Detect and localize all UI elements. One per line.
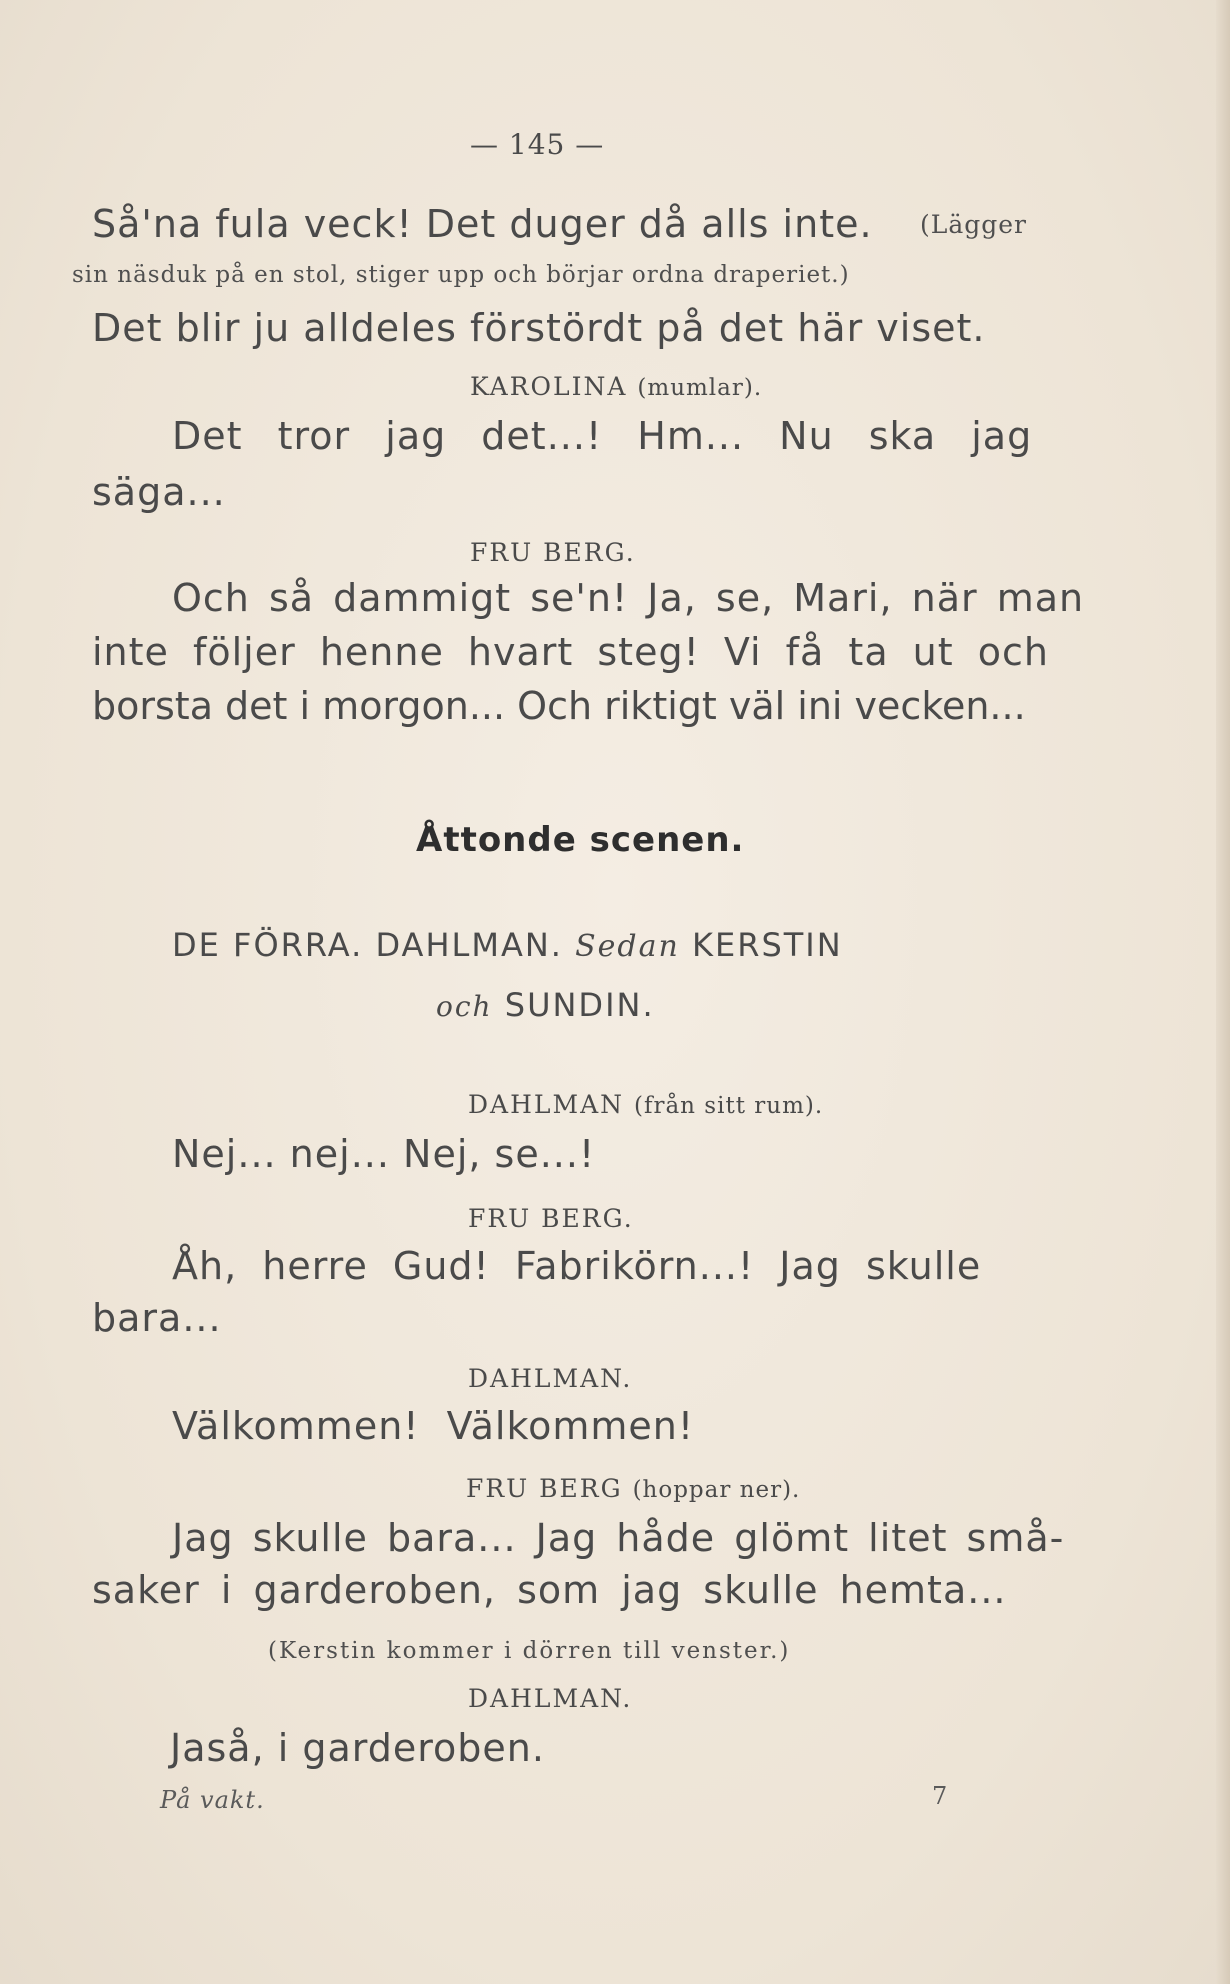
stage-direction-kerstin: (Kerstin kommer i dörren till venster.) — [268, 1638, 791, 1664]
page-edge — [1216, 0, 1230, 1984]
text-line-1-main: Så'na fula veck! Det duger då alls inte. — [92, 202, 873, 246]
page-number: — 145 — — [470, 128, 605, 161]
speaker-fru-berg-3 — [466, 1474, 800, 1503]
speaker-dahlman-2: DAHLMAN. — [468, 1364, 633, 1393]
speaker-name: FRU BERG — [466, 1474, 623, 1503]
cast-och: och — [436, 990, 493, 1023]
cast-names: DE FÖRRA. DAHLMAN. — [172, 926, 563, 964]
text-line-6: Och så dammigt se'n! Ja, se, Mari, när man — [172, 576, 1085, 620]
speaker-fru-berg-2: FRU BERG. — [468, 1204, 634, 1233]
cast-line-1 — [172, 926, 843, 964]
text-line-5: säga... — [92, 470, 226, 514]
speaker-direction: (hoppar ner). — [632, 1477, 801, 1503]
text-line-13: Jag skulle bara... Jag håde glömt litet små- — [172, 1516, 1065, 1560]
text-line-15: Jaså, i garderoben. — [170, 1726, 545, 1770]
text-line-4: Det tror jag det...! Hm... Nu ska jag — [172, 414, 1033, 458]
text-line-14: saker i garderoben, som jag skulle hemta... — [92, 1568, 1007, 1612]
speaker-karolina — [470, 372, 762, 401]
speaker-dahlman-3: DAHLMAN. — [468, 1684, 633, 1713]
scene-heading: Åttonde scenen. — [416, 820, 745, 860]
footer-signature: 7 — [932, 1782, 949, 1810]
speaker-direction: (från sitt rum). — [633, 1093, 824, 1119]
footer-title: På vakt. — [160, 1786, 265, 1814]
speaker-name: DAHLMAN — [468, 1090, 625, 1119]
text-line-9: Nej... nej... Nej, se...! — [172, 1132, 596, 1176]
cast-line-2 — [436, 986, 655, 1024]
stage-direction-start: (Lägger — [919, 209, 1027, 239]
text-line-1 — [92, 202, 1027, 246]
cast-kerstin: KERSTIN — [692, 926, 843, 964]
text-line-10: Åh, herre Gud! Fabrikörn...! Jag skulle — [172, 1244, 982, 1288]
text-line-11: bara... — [92, 1296, 222, 1340]
text-line-12: Välkommen! Välkommen! — [172, 1404, 695, 1448]
text-line-8: borsta det i morgon... Och riktigt väl ini vecken... — [92, 684, 1026, 728]
text-line-3: Det blir ju alldeles förstördt på det här viset. — [92, 306, 986, 350]
speaker-fru-berg-1: FRU BERG. — [470, 538, 636, 567]
stage-direction-line: sin näsduk på en stol, stiger upp och börjar ordna draperiet.) — [72, 262, 850, 288]
speaker-direction: (mumlar). — [637, 375, 763, 401]
cast-sundin: SUNDIN. — [504, 986, 655, 1024]
cast-sedan: Sedan — [575, 929, 680, 964]
speaker-name: KAROLINA — [470, 372, 628, 401]
speaker-dahlman-1 — [468, 1090, 823, 1119]
text-line-7: inte följer henne hvart steg! Vi få ta ut och — [92, 630, 1049, 674]
